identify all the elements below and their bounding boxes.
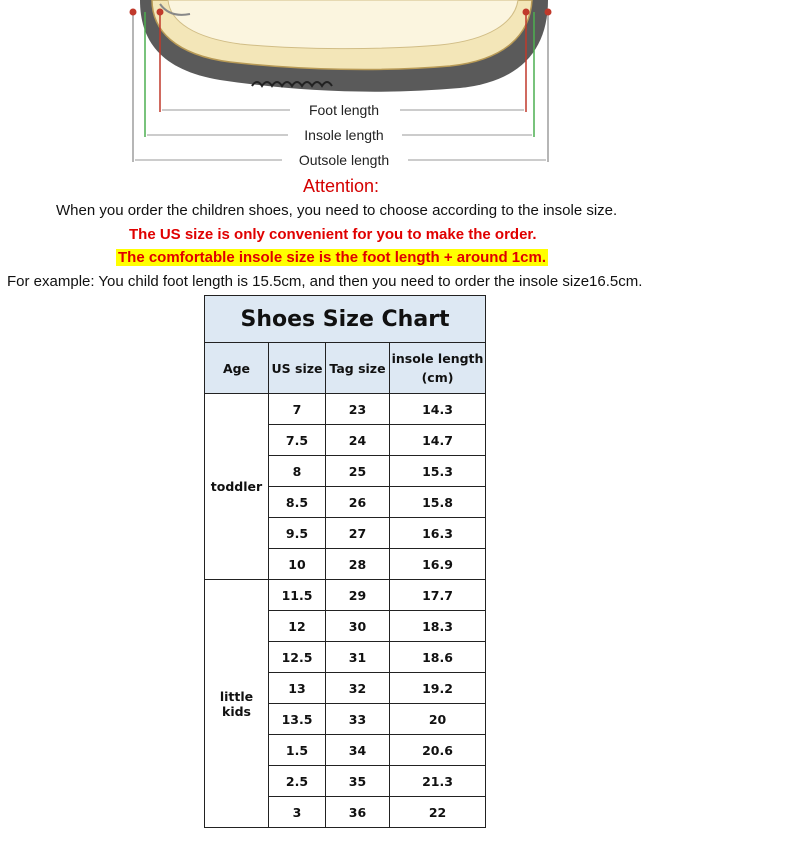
table-row (205, 394, 486, 425)
us-cell: 11.5 (269, 580, 326, 611)
tag-cell: 25 (326, 456, 390, 487)
insole-length-label: Insole length (304, 127, 384, 143)
us-size-note: The US size is only convenient for you to make the order. (129, 226, 537, 243)
tag-cell: 35 (326, 766, 390, 797)
us-cell: 2.5 (269, 766, 326, 797)
outsole-length-label: Outsole length (298, 152, 390, 168)
tag-cell: 32 (326, 673, 390, 704)
insole-cell: 22 (390, 797, 486, 828)
insole-cell: 14.3 (390, 394, 486, 425)
insole-cell: 16.3 (390, 518, 486, 549)
us-cell: 9.5 (269, 518, 326, 549)
insole-cell: 19.2 (390, 673, 486, 704)
us-cell: 8.5 (269, 487, 326, 518)
tag-cell: 31 (326, 642, 390, 673)
us-cell: 1.5 (269, 735, 326, 766)
table-title: Shoes Size Chart (205, 296, 486, 343)
table-row (205, 580, 486, 611)
us-cell: 8 (269, 456, 326, 487)
insole-cell: 20.6 (390, 735, 486, 766)
insole-cell: 20 (390, 704, 486, 735)
us-cell: 3 (269, 797, 326, 828)
tag-cell: 28 (326, 549, 390, 580)
tag-cell: 33 (326, 704, 390, 735)
header-age: Age (205, 343, 269, 394)
order-note: When you order the children shoes, you need to choose according to the insole size. (56, 202, 618, 219)
age-group-cell: toddler (205, 394, 269, 580)
insole-cell: 16.9 (390, 549, 486, 580)
age-group-cell: little kids (205, 580, 269, 828)
insole-cell: 17.7 (390, 580, 486, 611)
header-tag-size: Tag size (326, 343, 390, 394)
insole-cell: 18.6 (390, 642, 486, 673)
header-insole-length-line2: (cm) (421, 370, 454, 385)
tag-cell: 24 (326, 425, 390, 456)
header-us-size: US size (269, 343, 326, 394)
insole-cell: 18.3 (390, 611, 486, 642)
table-body (205, 394, 486, 828)
header-insole-length (390, 343, 486, 394)
us-cell: 13.5 (269, 704, 326, 735)
us-cell: 12 (269, 611, 326, 642)
header-insole-length-line1: insole length (391, 351, 484, 366)
attention-heading: Attention: (303, 176, 380, 196)
tag-cell: 36 (326, 797, 390, 828)
tag-cell: 30 (326, 611, 390, 642)
insole-size-note: The comfortable insole size is the foot length + around 1cm. (118, 249, 546, 266)
insole-cell: 14.7 (390, 425, 486, 456)
us-cell: 13 (269, 673, 326, 704)
insole-cell: 21.3 (390, 766, 486, 797)
us-cell: 10 (269, 549, 326, 580)
tag-cell: 34 (326, 735, 390, 766)
us-cell: 12.5 (269, 642, 326, 673)
size-chart-table (204, 295, 486, 828)
foot-length-label: Foot length (308, 102, 380, 118)
insole-cell: 15.3 (390, 456, 486, 487)
example-note: For example: You child foot length is 15.5cm, and then you need to order the insole size16.5cm. (7, 273, 643, 290)
tag-cell: 27 (326, 518, 390, 549)
tag-cell: 26 (326, 487, 390, 518)
tag-cell: 23 (326, 394, 390, 425)
tag-cell: 29 (326, 580, 390, 611)
us-cell: 7.5 (269, 425, 326, 456)
us-cell: 7 (269, 394, 326, 425)
insole-cell: 15.8 (390, 487, 486, 518)
shoe-measurement-diagram (0, 0, 800, 175)
